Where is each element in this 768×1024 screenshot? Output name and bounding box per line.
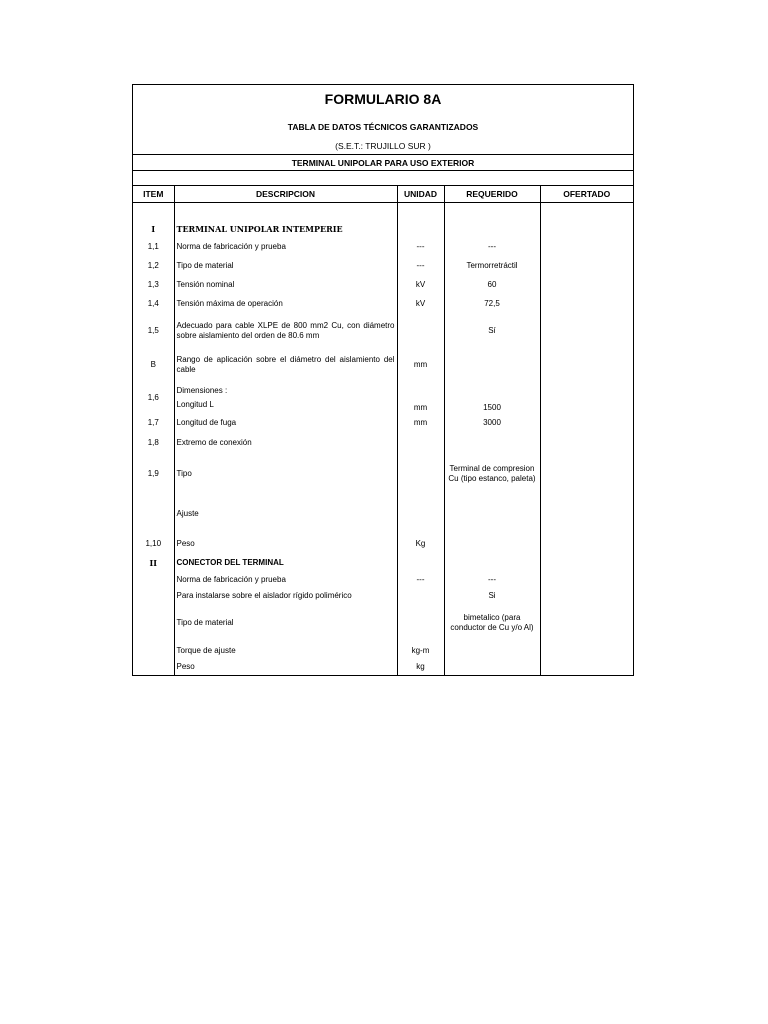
table-subtitle: TABLA DE DATOS TÉCNICOS GARANTIZADOS: [287, 122, 479, 132]
section-row: II CONECTOR DEL TERMINAL: [133, 554, 633, 572]
table-row: 1,10 Peso Kg: [133, 534, 633, 554]
col-requerido: REQUERIDO: [444, 186, 540, 203]
table-row: 1,1 Norma de fabricación y prueba --- ---: [133, 238, 633, 257]
table-row: B Rango de aplicación sobre el diámetro del aislamiento del cable mm: [133, 348, 633, 382]
table-row: Para instalarse sobre el aislador rígido polimérico Si: [133, 588, 633, 604]
col-unidad: UNIDAD: [397, 186, 444, 203]
technical-data-form: [132, 84, 634, 676]
table-row: Peso kg: [133, 660, 633, 675]
table-row: 1,3 Tensión nominal kV 60: [133, 276, 633, 295]
blank-row: [133, 171, 633, 186]
form-title: FORMULARIO 8A: [324, 90, 442, 107]
table-row: 1,6 Dimensiones : Longitud L mm 1500: [133, 382, 633, 414]
table-row: Norma de fabricación y prueba --- ---: [133, 572, 633, 588]
col-ofertado: OFERTADO: [540, 186, 633, 203]
table-row: 1,8 Extremo de conexión: [133, 432, 633, 454]
table-row: Ajuste: [133, 494, 633, 534]
table-row: 1,7 Longitud de fuga mm 3000: [133, 414, 633, 432]
terminal-section-header: TERMINAL UNIPOLAR PARA USO EXTERIOR: [133, 155, 633, 171]
section-row: I TERMINAL UNIPOLAR INTEMPERIE: [133, 221, 633, 238]
table-row: Torque de ajuste kg-m: [133, 642, 633, 660]
col-descripcion: DESCRIPCION: [174, 186, 397, 203]
table-row: 1,2 Tipo de material --- Termorretráctil: [133, 257, 633, 276]
data-table: [133, 186, 633, 675]
table-row: Tipo de material bimetalico (para conductor de Cu y/o Al): [133, 604, 633, 642]
table-header-row: [133, 186, 633, 203]
table-row: 1,5 Adecuado para cable XLPE de 800 mm2 Cu, con diámetro sobre aislamiento del orden de 80.6 mm Sí: [133, 314, 633, 348]
table-row: 1,4 Tensión máxima de operación kV 72,5: [133, 295, 633, 314]
spacer-row: [133, 203, 633, 221]
col-item: ITEM: [133, 186, 174, 203]
table-row: 1,9 Tipo Terminal de compresion Cu (tipo estanco, paleta): [133, 454, 633, 494]
station-name: (S.E.T.: TRUJILLO SUR ): [133, 138, 633, 155]
